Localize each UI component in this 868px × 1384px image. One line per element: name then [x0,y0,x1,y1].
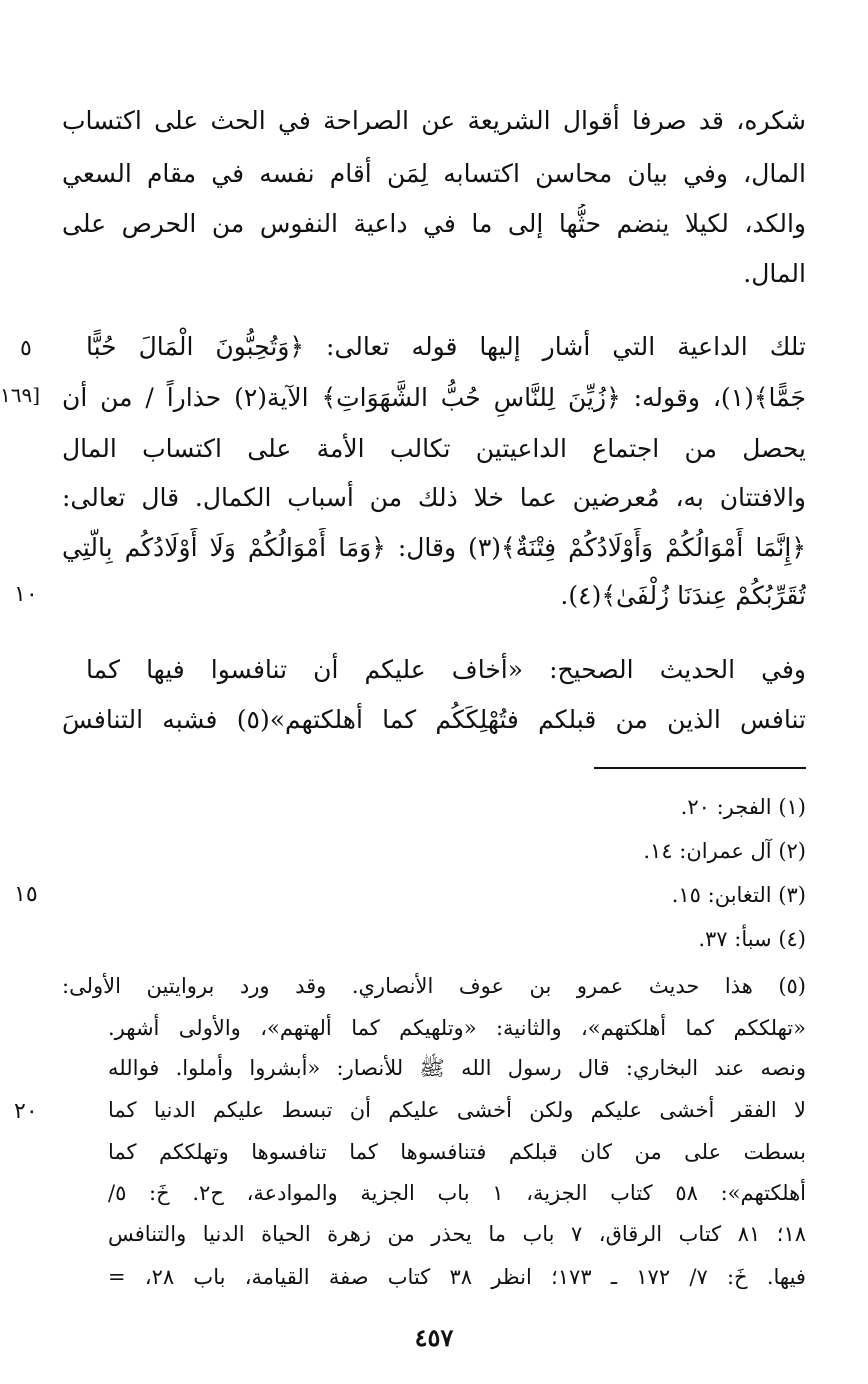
body-line: المال، وفي بيان محاسن اكتسابه لِمَن أقام نفسه في مقام السعي [62,159,806,188]
footnote: (٣) التغابن: ١٥. [671,883,806,907]
footnote-continuation: فيها. خَ: ٧/ ١٧٢ ـ ١٧٣؛ انظر ٣٨ كتاب صفة القيامة، باب ٢٨، = [108,1265,806,1289]
margin-line-number: ١٥ [14,882,38,907]
body-line: المال. [743,259,806,288]
body-line: ﴿إِنَّمَا أَمْوَالُكُمْ وَأَوْلَادُكُمْ فِتْنَةٌ﴾(٣) وقال: ﴿وَمَا أَمْوَالُكُمْ وَلَا أَوْلَادُكُم بِالَّتِي [62,533,806,562]
footnote: (١) الفجر: ٢٠. [680,795,806,819]
body-line: تلك الداعية التي أشار إليها قوله تعالى: ﴿وَتُحِبُّونَ الْمَالَ حُبًّا [86,332,806,361]
footnote: (٢) آل عمران: ١٤. [643,839,806,863]
body-line: يحصل من اجتماع الداعيتين تكالب الأمة على اكتساب المال [62,434,806,463]
margin-line-number: ٥ [20,336,32,361]
footnote-continuation: «تهلككم كما أهلكتهم»، والثانية: «وتلهيكم كما ألهتهم»، والأولى أشهر. [108,1016,806,1040]
footnote-continuation: بسطت على من كان قبلكم فتنافسوها كما تنافسوها وتهلككم كما [108,1140,806,1164]
footnote-continuation: أهلكتهم»: ٥٨ كتاب الجزية، ١ باب الجزية والموادعة، ح٢. خَ: ٥/ [108,1181,806,1205]
body-line: والافتتان به، مُعرضين عما خلا ذلك من أسباب الكمال. قال تعالى: [62,483,806,512]
body-line: وفي الحديث الصحيح: «أخاف عليكم أن تنافسوا فيها كما [86,655,806,684]
footnote: (٥) هذا حديث عمرو بن عوف الأنصاري. وقد ورد بروايتين الأولى: [62,974,806,998]
footnote-continuation: ١٨؛ ٨١ كتاب الرقاق، ٧ باب ما يحذر من زهرة الحياة الدنيا والتنافس [108,1222,806,1246]
footnote: (٤) سبأ: ٣٧. [698,927,806,951]
page-number: ٤٥٧ [414,1323,454,1352]
body-line: والكد، لكيلا ينضم حثُّها إلى ما في داعية النفوس من الحرص على [62,209,806,238]
body-line: جَمًّا﴾(١)، وقوله: ﴿زُيِّنَ لِلنَّاسِ حُبُّ الشَّهَوَاتِ﴾ الآية(٢) حذاراً / من أن [62,383,806,412]
margin-page-reference: [١٦٩ [0,383,41,407]
footnote-separator [594,767,806,769]
margin-line-number: ١٠ [14,582,38,607]
body-line: تُقَرِّبُكُمْ عِندَنَا زُلْفَىٰ﴾(٤). [560,581,806,610]
footnote-continuation: ونصه عند البخاري: قال رسول الله ﷺ للأنصار: «أبشروا وأملوا. فوالله [108,1056,806,1080]
body-line: تنافس الذين من قبلكم فتُهْلِكَكُم كما أهلكتهم»(٥) فشبه التنافسَ [62,705,806,734]
footnote-continuation: لا الفقر أخشى عليكم ولكن أخشى عليكم أن تبسط عليكم الدنيا كما [108,1098,806,1122]
margin-line-number: ٢٠ [14,1099,38,1124]
body-line: شكره، قد صرفا أقوال الشريعة عن الصراحة في الحث على اكتساب [62,106,806,135]
